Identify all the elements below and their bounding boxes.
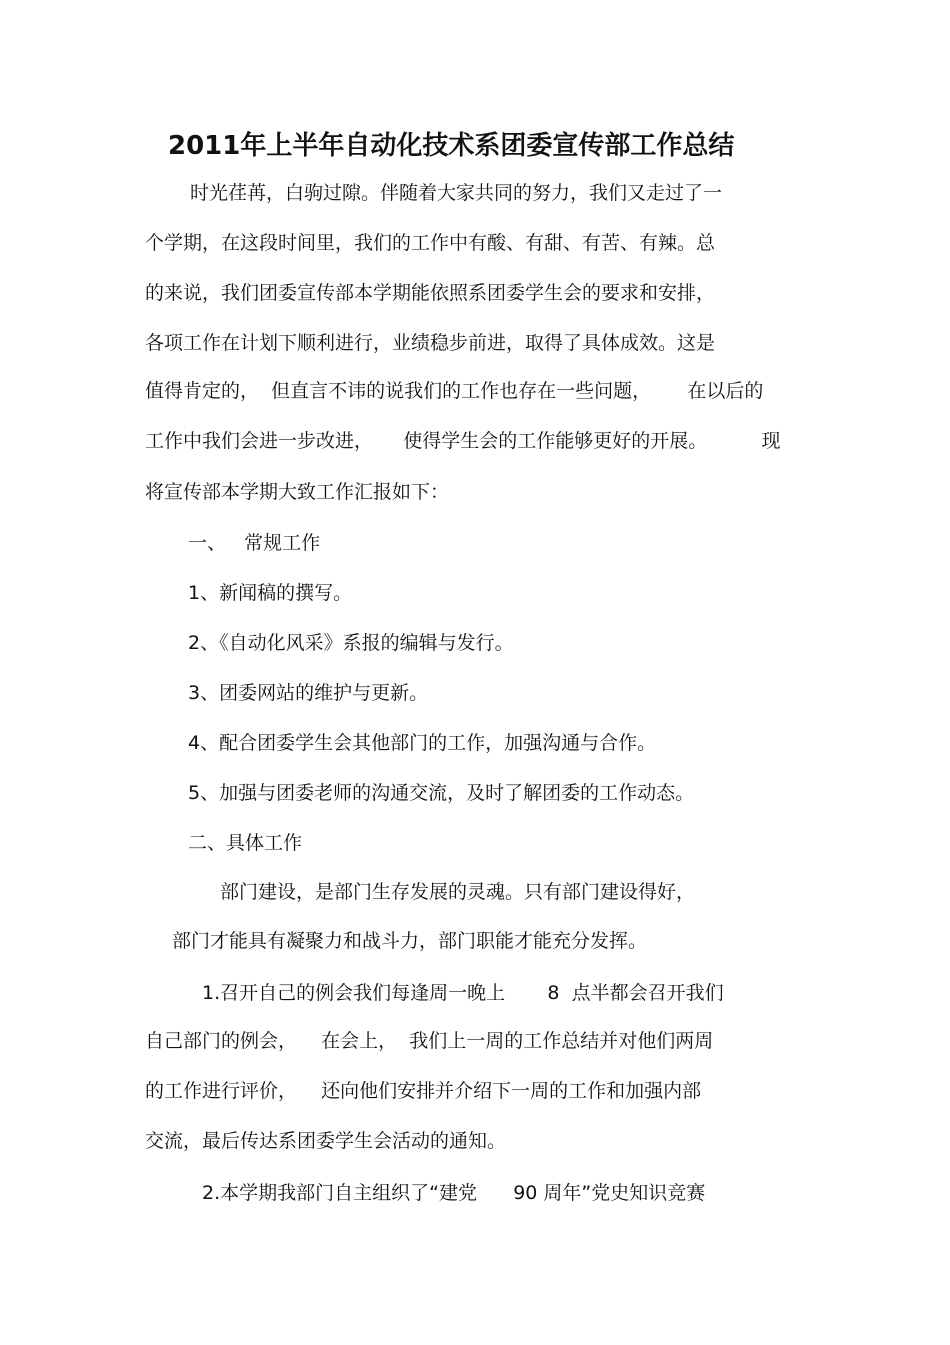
- intro-line: 个学期，在这段时间里，我们的工作中有酸、有甜、有苦、有辣。总: [145, 232, 716, 254]
- list-item: 5、加强与团委老师的沟通交流，及时了解团委的工作动态。: [188, 782, 695, 804]
- paragraph-line: 1.召开自己的例会我们每逢周一晚上 8 点半都会召开我们: [202, 982, 724, 1004]
- paragraph-line: 2.本学期我部门自主组织了“建党 90 周年”党史知识竞赛: [202, 1182, 706, 1204]
- intro-line: 将宣传部本学期大致工作汇报如下：: [145, 481, 450, 503]
- intro-line: 各项工作在计划下顺利进行，业绩稳步前进，取得了具体成效。这是: [145, 332, 716, 354]
- paragraph-line: 自己部门的例会， 在会上， 我们上一周的工作总结并对他们两周: [145, 1030, 714, 1052]
- section-heading-routine: 一、 常规工作: [188, 532, 321, 554]
- list-item: 2、《自动化风采》系报的编辑与发行。: [188, 632, 514, 654]
- list-item: 1、新闻稿的撰写。: [188, 582, 353, 604]
- paragraph-line: 部门建设，是部门生存发展的灵魂。只有部门建设得好，: [220, 881, 696, 903]
- intro-line: 工作中我们会进一步改进， 使得学生会的工作能够更好的开展。 现: [145, 430, 781, 452]
- section-heading-specific: 二、具体工作: [188, 832, 303, 854]
- paragraph-line: 交流，最后传达系团委学生会活动的通知。: [145, 1130, 507, 1152]
- document-title: 2011年上半年自动化技术系团委宣传部工作总结: [168, 131, 735, 161]
- paragraph-line: 部门才能具有凝聚力和战斗力，部门职能才能充分发挥。: [172, 930, 648, 952]
- list-item: 3、团委网站的维护与更新。: [188, 682, 429, 704]
- intro-line: 值得肯定的， 但直言不讳的说我们的工作也存在一些问题， 在以后的: [145, 380, 764, 402]
- intro-line: 时光荏苒，白驹过隙。伴随着大家共同的努力，我们又走过了一: [190, 182, 723, 204]
- paragraph-line: 的工作进行评价， 还向他们安排并介绍下一周的工作和加强内部: [145, 1080, 702, 1102]
- list-item: 4、配合团委学生会其他部门的工作，加强沟通与合作。: [188, 732, 657, 754]
- intro-line: 的来说，我们团委宣传部本学期能依照系团委学生会的要求和安排，: [145, 282, 716, 304]
